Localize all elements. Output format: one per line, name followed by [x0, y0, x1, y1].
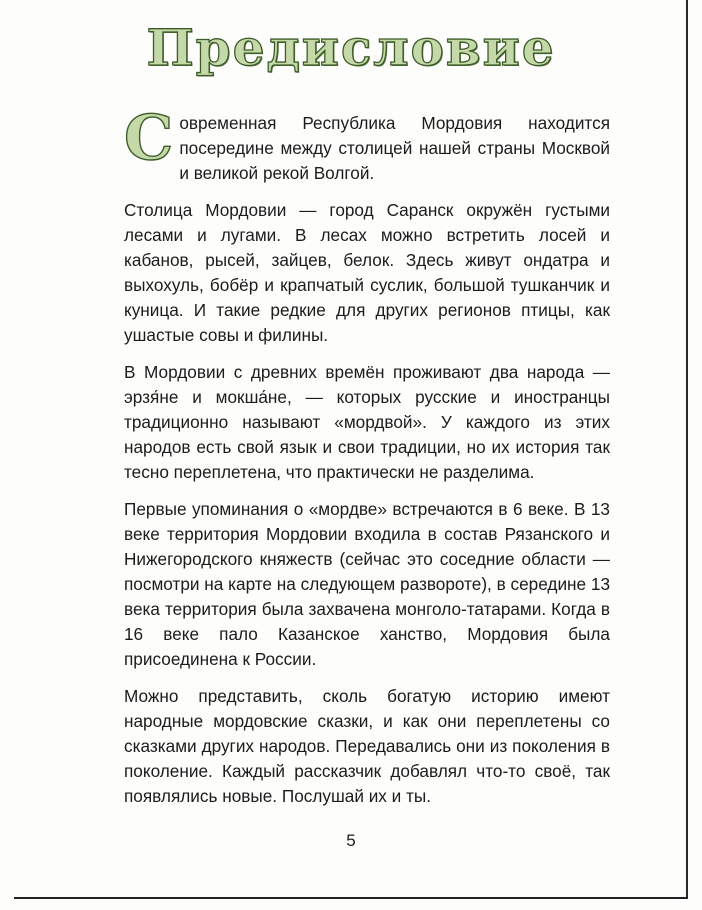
drop-cap-letter: С [124, 101, 174, 174]
page-number: 5 [346, 831, 356, 850]
bottom-divider [14, 897, 688, 899]
paragraph-3: В Мордовии с древних времён проживают два народа — эрзя́не и мокша́не, — которых русские и иностранцы традиционно называют «мордвой». У каждого из этих народов есть свой язык и свои традиции, но их история так тесно переплетена, что практически не разделима. [124, 362, 610, 482]
body-text [124, 101, 610, 821]
paragraph-1-text: овременная Республика Мордовия находится посередине между столицей нашей страны Москвой и великой рекой Волгой. [179, 113, 610, 183]
paragraph-5: Можно представить, сколь богатую историю имеют народные мордовские сказки, и как они переплетены со сказками других народов. Передавались они из поколения в поколение. Каждый рассказчик добавлял что-то своё, так появлялись новые. Послушай их и ты. [124, 686, 610, 806]
page-title: Предисловие [146, 18, 556, 77]
paragraph-1 [124, 101, 610, 186]
paragraph-4: Первые упоминания о «мордве» встречаются в 6 веке. В 13 веке территория Мордовии входила в состав Рязанского и Нижегородского княжеств (сейчас это соседние области — посмотри на карте на следующем развороте), в середине 13 века территория была захвачена монголо-татарами. Когда в 16 веке пало Казанское ханство, Мордовия была присоединена к России. [124, 499, 610, 669]
page-edge-divider [686, 0, 688, 899]
paragraph-2: Столица Мордовии — город Саранск окружён густыми лесами и лугами. В лесах можно встретить лосей и кабанов, рысей, зайцев, белок. Здесь живут ондатра и выхохуль, бобёр и крапчатый суслик, большой тушканчик и куница. И такие редкие для других регионов птицы, как ушастые совы и филины. [124, 200, 610, 345]
